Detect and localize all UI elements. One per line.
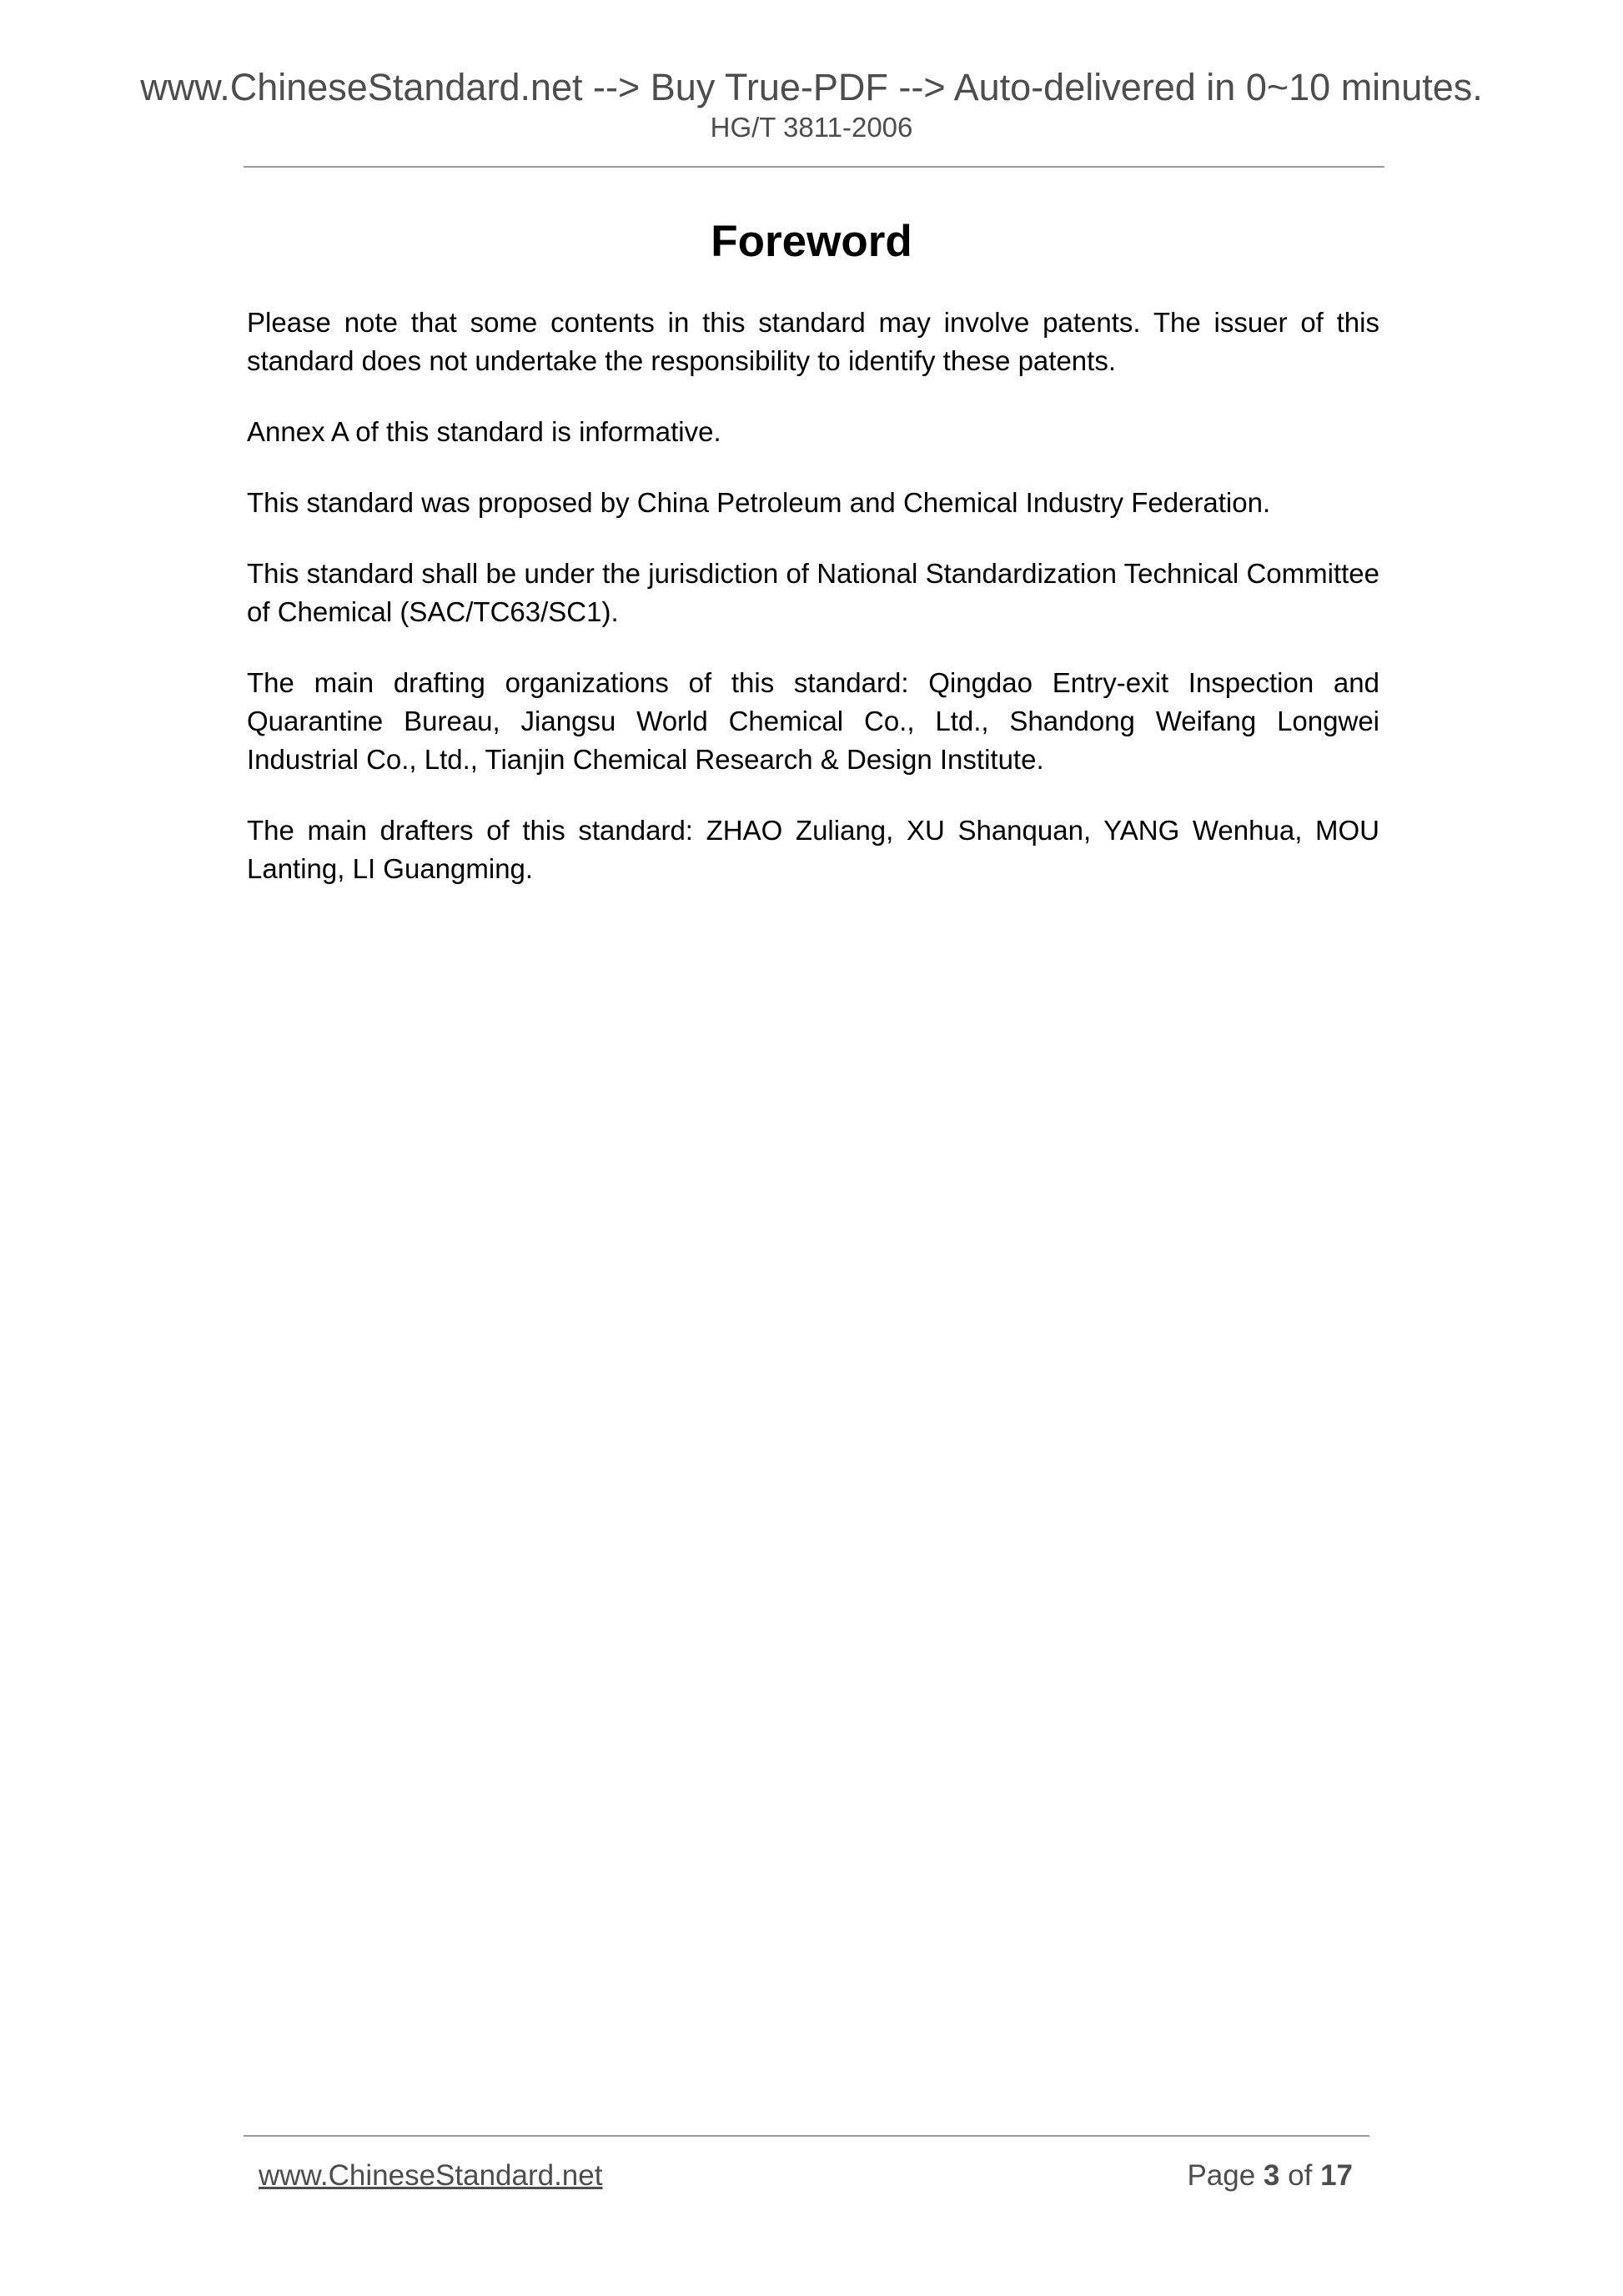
header-banner: www.ChineseStandard.net --> Buy True-PDF --> Auto-delivered in 0~10 minutes. <box>140 66 1483 108</box>
paragraph-patents: Please note that some contents in this standard may involve patents. The issuer of this standard does not undertake the responsibility to identify these patents. <box>247 307 1379 376</box>
footer-divider <box>244 2135 1369 2137</box>
paragraph-annex: Annex A of this standard is informative. <box>247 416 721 447</box>
paragraph-jurisdiction: This standard shall be under the jurisdiction of National Standardization Technical Committee of Chemical (SAC/TC63/SC1). <box>247 558 1379 627</box>
paragraph-proposer: This standard was proposed by China Petroleum and Chemical Industry Federation. <box>247 487 1271 518</box>
page-title: Foreword <box>711 217 912 266</box>
foreword-body <box>247 304 1379 921</box>
page-of-label: of <box>1288 2159 1313 2192</box>
total-pages: 17 <box>1320 2159 1353 2192</box>
document-code: HG/T 3811-2006 <box>710 112 913 143</box>
current-page: 3 <box>1263 2159 1280 2192</box>
page-number <box>1187 2156 1353 2196</box>
paragraph-drafting-organizations: The main drafting organizations of this standard: Qingdao Entry-exit Inspection and Quarantine Bureau, Jiangsu World Chemical Co., Ltd., Shandong Weifang Longwei Industrial Co., Ltd., Tianjin Chemical Research & Design Institute. <box>247 667 1379 775</box>
footer-website-link[interactable]: www.ChineseStandard.net <box>259 2159 603 2192</box>
page-label: Page <box>1187 2159 1256 2192</box>
paragraph-drafters: The main drafters of this standard: ZHAO Zuliang, XU Shanquan, YANG Wenhua, MOU Lanting, LI Guangming. <box>247 815 1379 884</box>
header-divider <box>244 166 1384 168</box>
